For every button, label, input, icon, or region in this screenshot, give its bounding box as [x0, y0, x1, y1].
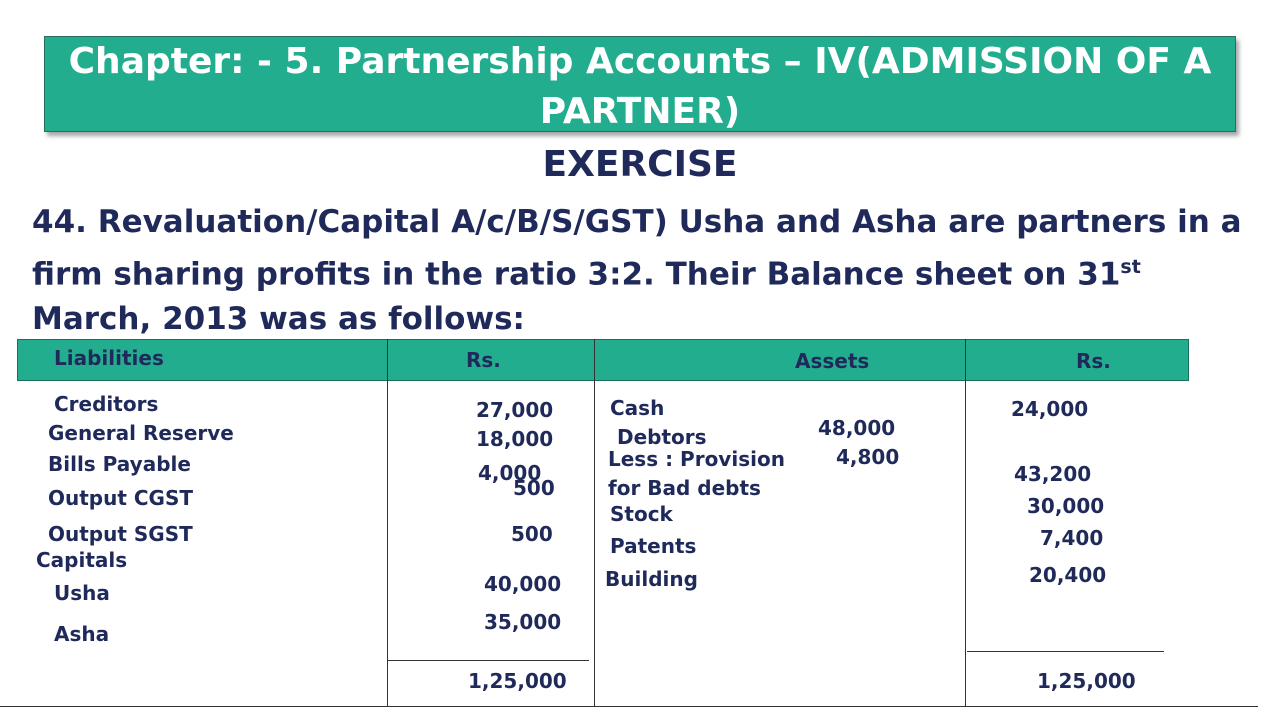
liab-output-sgst-label: Output SGST	[48, 522, 193, 546]
balance-sheet-header	[17, 339, 1189, 381]
asset-cash-label: Cash	[610, 396, 665, 420]
header-liabilities: Liabilities	[54, 346, 164, 370]
liab-total: 1,25,000	[468, 669, 567, 693]
header-assets: Assets	[795, 349, 870, 373]
divider-assets-rs	[965, 339, 966, 707]
liab-output-sgst-amount: 500	[511, 522, 553, 546]
asset-cash-amount: 24,000	[1011, 397, 1089, 421]
question-body: 44. Revaluation/Capital A/c/B/S/GST) Usha and Asha are partners in a firm sharing profits in the ratio 3:2. Their Balance sheet on 31	[32, 204, 1242, 293]
divider-liab-rs	[387, 339, 388, 707]
asset-building-amount: 20,400	[1029, 563, 1107, 587]
header-rs-right: Rs.	[1076, 349, 1111, 373]
asset-stock-amount: 30,000	[1027, 494, 1105, 518]
bottom-rule	[0, 706, 1258, 707]
liab-asha-label: Asha	[54, 622, 110, 646]
assets-total-rule	[967, 651, 1164, 652]
chapter-banner	[44, 36, 1236, 132]
question-superscript: st	[1120, 256, 1141, 278]
liab-capitals-label: Capitals	[36, 548, 128, 572]
liab-bills-payable-label: Bills Payable	[48, 452, 191, 476]
asset-debtors-inner: 48,000	[818, 416, 896, 440]
liab-total-rule	[387, 660, 589, 661]
asset-patents-label: Patents	[610, 534, 697, 558]
divider-center	[594, 339, 595, 707]
liab-output-cgst-label: Output CGST	[48, 486, 194, 510]
asset-patents-amount: 7,400	[1040, 526, 1104, 550]
liab-general-reserve-amount: 18,000	[476, 427, 554, 451]
asset-provision-inner: 4,800	[836, 445, 900, 469]
liab-bills-payable-amount: 4,000	[478, 461, 542, 485]
question-end: March, 2013 was as follows:	[32, 301, 525, 338]
liab-usha-label: Usha	[54, 581, 110, 605]
asset-provision-line1: Less : Provision	[608, 447, 785, 471]
liab-creditors-label: Creditors	[54, 392, 159, 416]
asset-debtors-label: Debtors	[617, 425, 707, 449]
liab-usha-amount: 40,000	[484, 572, 562, 596]
header-rs-left: Rs.	[466, 348, 501, 372]
asset-stock-label: Stock	[610, 502, 673, 526]
question-text	[32, 200, 1252, 342]
liab-creditors-amount: 27,000	[476, 398, 554, 422]
liab-general-reserve-label: General Reserve	[48, 421, 234, 445]
liab-output-cgst-amount: 500	[513, 476, 555, 500]
asset-provision-line2: for Bad debts	[608, 476, 761, 500]
liab-asha-amount: 35,000	[484, 610, 562, 634]
asset-net-debtors: 43,200	[1014, 462, 1092, 486]
exercise-heading: EXERCISE	[542, 144, 738, 185]
asset-building-label: Building	[605, 567, 698, 591]
chapter-title: Chapter: - 5. Partnership Accounts – IV(ADMISSION OF A PARTNER)	[68, 41, 1212, 132]
asset-total: 1,25,000	[1037, 669, 1136, 693]
